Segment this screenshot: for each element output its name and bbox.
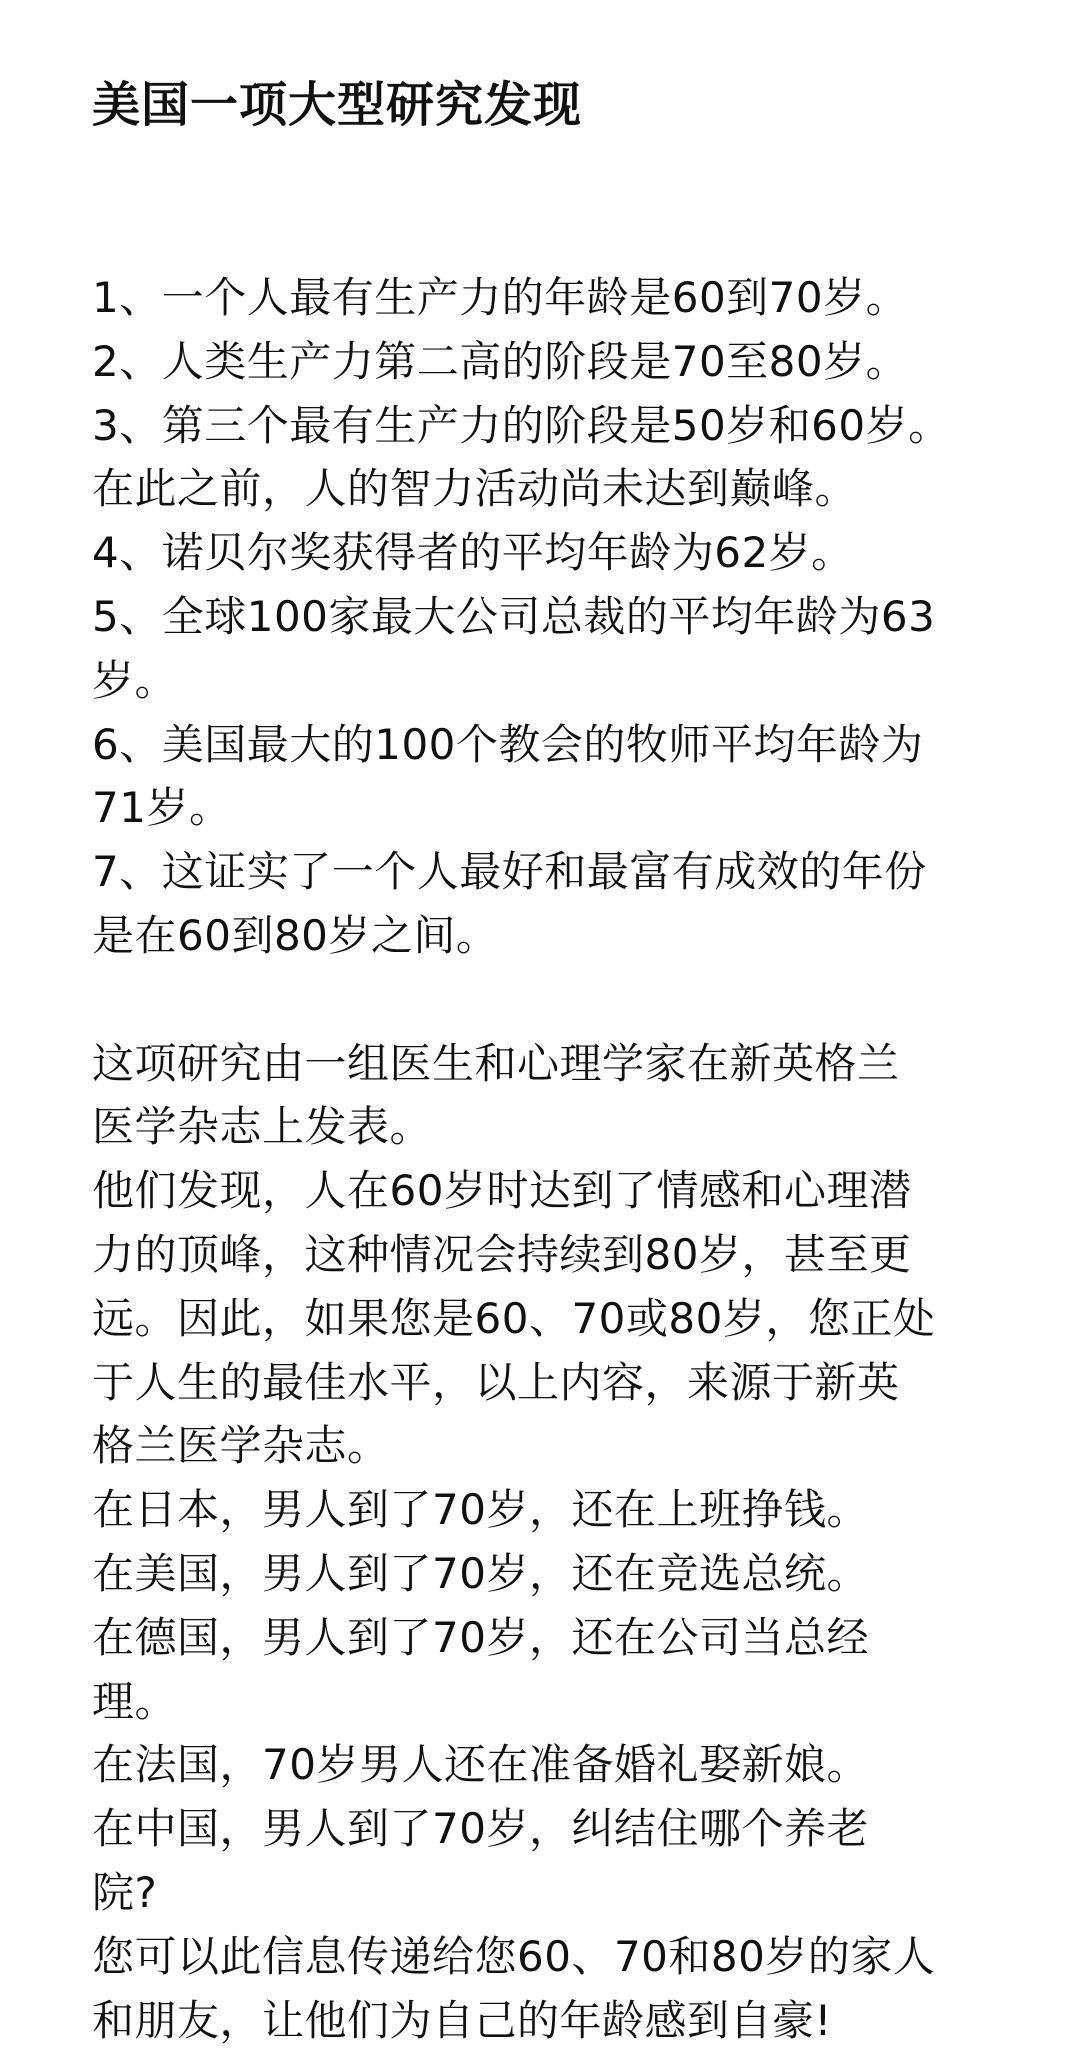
finding-line: 7、这证实了一个人最好和最富有成效的年份 xyxy=(92,847,927,897)
finding-line: 1、一个人最有生产力的年龄是60到70岁。 xyxy=(92,273,909,322)
finding-line: 6、美国最大的100个教会的牧师平均年龄为 xyxy=(92,719,924,769)
document-title: 美国一项大型研究发现 xyxy=(92,77,583,133)
commentary-line: 您可以此信息传递给您60、70和80岁的家人 xyxy=(92,1931,936,1981)
commentary-line: 格兰医学杂志。 xyxy=(92,1421,390,1471)
document-body xyxy=(92,266,1022,2052)
commentary-line: 医学杂志上发表。 xyxy=(92,1102,433,1152)
commentary-line: 在美国，男人到了70岁，还在竞选总统。 xyxy=(92,1548,869,1598)
commentary-line: 理。 xyxy=(92,1676,178,1726)
finding-line: 2、人类生产力第二高的阶段是70至80岁。 xyxy=(92,336,909,386)
finding-line: 3、第三个最有生产力的阶段是50岁和60岁。 xyxy=(92,400,951,450)
finding-line: 4、诺贝尔奖获得者的平均年龄为62岁。 xyxy=(92,528,854,578)
commentary-line: 在法国，70岁男人还在准备婚礼娶新娘。 xyxy=(92,1740,869,1790)
commentary-line: 他们发现，人在60岁时达到了情感和心理潜 xyxy=(92,1166,912,1216)
commentary-line: 和朋友，让他们为自己的年龄感到自豪! xyxy=(92,1995,832,2045)
finding-line: 5、全球100家最大公司总裁的平均年龄为63 xyxy=(92,591,936,641)
commentary-line: 在德国，男人到了70岁，还在公司当总经 xyxy=(92,1612,869,1662)
commentary-line: 院? xyxy=(92,1867,158,1917)
commentary-line: 在中国，男人到了70岁，纠结住哪个养老 xyxy=(92,1804,869,1854)
finding-line: 是在60到80岁之间。 xyxy=(92,910,499,960)
commentary-line: 于人生的最佳水平，以上内容，来源于新英 xyxy=(92,1357,900,1407)
commentary-line: 远。因此，如果您是60、70或80岁，您正处 xyxy=(92,1293,936,1343)
commentary-line: 力的顶峰，这种情况会持续到80岁，甚至更 xyxy=(92,1229,912,1279)
paragraph-gap xyxy=(92,968,1022,1032)
commentary-line: 在日本，男人到了70岁，还在上班挣钱。 xyxy=(92,1485,869,1535)
commentary-line: 这项研究由一组医生和心理学家在新英格兰 xyxy=(92,1038,900,1088)
finding-line: 岁。 xyxy=(92,655,178,705)
finding-line: 71岁。 xyxy=(92,783,232,833)
finding-line: 在此之前，人的智力活动尚未达到巅峰。 xyxy=(92,464,858,514)
